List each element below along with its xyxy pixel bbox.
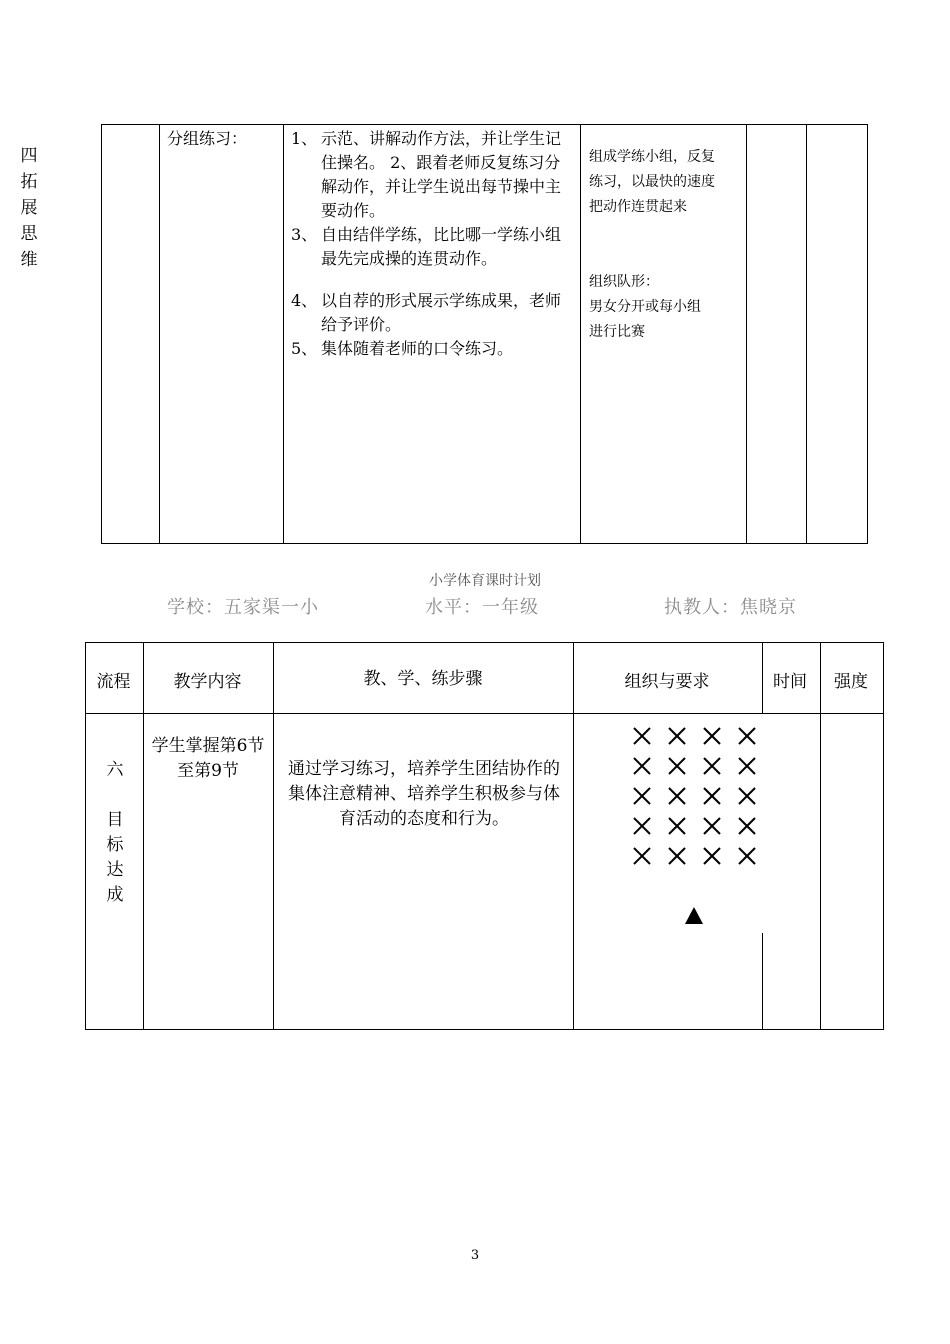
column-divider — [273, 643, 274, 1029]
stage-number: 六 — [106, 760, 124, 780]
school-info: 学校：五家渠一小 — [167, 597, 319, 618]
org-line: 进行比赛 — [589, 324, 645, 340]
teaching-steps — [291, 127, 576, 361]
student-cross-icon — [634, 758, 650, 774]
stage-label-goal — [105, 758, 125, 908]
step-number: 1、 — [291, 129, 318, 148]
student-cross-icon — [739, 758, 755, 774]
student-cross-icon — [669, 788, 685, 804]
step-item — [291, 223, 576, 271]
column-divider — [762, 933, 763, 1029]
step-number: 4、 — [291, 291, 318, 310]
column-divider — [283, 125, 284, 543]
column-divider — [573, 643, 574, 1029]
student-cross-icon — [704, 848, 720, 864]
column-divider — [159, 125, 160, 543]
stage-label-expand-thinking: 四 拓 展 思 维 — [20, 146, 38, 270]
org-line: 组织队形： — [589, 274, 659, 290]
teaching-steps: 通过学习练习，培养学生团结协作的集体注意精神、培养学生积极参与体育活动的态度和行为。 — [288, 759, 560, 829]
header-steps: 教、学、练步骤 — [363, 669, 483, 689]
student-cross-icon — [634, 818, 650, 834]
student-cross-icon — [634, 788, 650, 804]
student-cross-icon — [704, 758, 720, 774]
column-divider — [820, 643, 821, 1029]
step-text: 示范、讲解动作方法，并让学生记住操名。 2、跟着老师反复练习分解动作，并让学生说出每节操中主要动作。 — [321, 129, 562, 220]
step-text: 集体随着老师的口令练习。 — [321, 339, 514, 358]
column-divider — [580, 125, 581, 543]
header-strength: 强度 — [834, 672, 868, 692]
step-item — [291, 127, 576, 223]
student-cross-icon — [739, 848, 755, 864]
student-cross-icon — [669, 728, 685, 744]
student-cross-icon — [704, 728, 720, 744]
student-cross-icon — [704, 818, 720, 834]
student-cross-icon — [669, 758, 685, 774]
student-cross-icon — [669, 818, 685, 834]
teacher-info: 执教人：焦晓京 — [664, 597, 797, 618]
org-line: 男女分开或每小组 — [589, 299, 701, 315]
formation-diagram — [625, 722, 765, 942]
plan-title: 小学体育课时计划 — [429, 573, 541, 589]
header-flow: 流程 — [96, 672, 131, 692]
stage-name: 目 标 达 成 — [106, 810, 124, 905]
teaching-content: 分组练习： — [167, 129, 248, 148]
step-number: 5、 — [291, 339, 318, 358]
teacher-triangle-icon — [685, 907, 703, 924]
column-divider — [806, 125, 807, 543]
header-content: 教学内容 — [173, 672, 242, 692]
page-number: 3 — [470, 1248, 480, 1263]
student-cross-icon — [669, 848, 685, 864]
org-line: 练习，以最快的速度 — [589, 174, 715, 190]
org-line: 把动作连贯起来 — [589, 199, 687, 215]
level-info: 水平：一年级 — [425, 597, 539, 618]
header-time: 时间 — [773, 672, 807, 692]
student-cross-icon — [739, 788, 755, 804]
student-cross-icon — [739, 728, 755, 744]
student-cross-icon — [704, 788, 720, 804]
student-cross-icon — [739, 818, 755, 834]
student-cross-icon — [634, 728, 650, 744]
step-text: 自由结伴学练，比比哪一学练小组最先完成操的连贯动作。 — [321, 225, 562, 268]
step-text: 以自荐的形式展示学练成果，老师给予评价。 — [321, 291, 562, 334]
organization-requirements — [589, 145, 747, 345]
column-divider — [143, 643, 144, 1029]
step-number: 3、 — [291, 225, 318, 244]
org-line: 组成学练小组，反复 — [589, 149, 715, 165]
step-item — [291, 337, 576, 361]
step-item — [291, 289, 576, 337]
header-divider — [86, 713, 883, 714]
student-cross-icon — [634, 848, 650, 864]
teaching-content: 学生掌握第6节至第9节 — [151, 736, 265, 781]
header-organization: 组织与要求 — [624, 672, 710, 692]
